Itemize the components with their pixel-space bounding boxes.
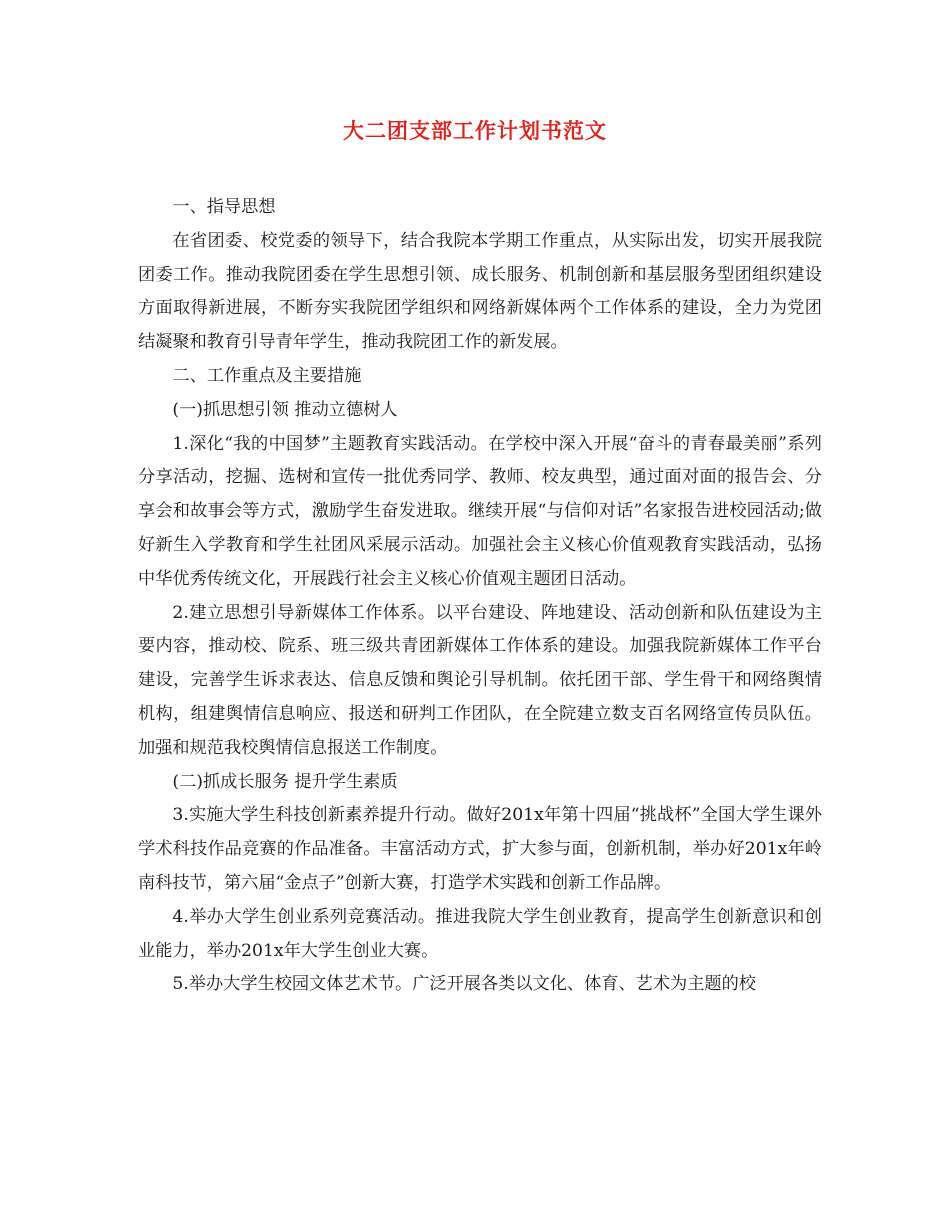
- paragraph-guiding-ideology: 在省团委、校党委的领导下，结合我院本学期工作重点，从实际出发，切实开展我院团委工作。推动我院团委在学生思想引领、成长服务、机制创新和基层服务型团组织建设方面取得新进展，不断夯实我院团学组织和网络新媒体两个工作体系的建设，全力为党团结凝聚和教育引导青年学生，推动我院团工作的新发展。: [138, 230, 822, 353]
- subsection-heading-ideological-guidance: (一)抓思想引领 推动立德树人: [172, 399, 398, 420]
- paragraph-item-4: 4.举办大学生创业系列竞赛活动。推进我院大学生创业教育，提高学生创新意识和创业能力，举办201x年大学生创业大赛。: [138, 906, 822, 961]
- document-title: 大二团支部工作计划书范文: [343, 118, 607, 143]
- paragraph-item-3: 3.实施大学生科技创新素养提升行动。做好201x年第十四届“挑战杯”全国大学生课外学术科技作品竞赛的作品准备。丰富活动方式，扩大参与面，创新机制，举办好201x年岭南科技节，第六届“金点子”创新大赛，打造学术实践和创新工作品牌。: [138, 805, 822, 893]
- document-body: [138, 191, 822, 1002]
- paragraph-item-2: 2.建立思想引导新媒体工作体系。以平台建设、阵地建设、活动创新和队伍建设为主要内容，推动校、院系、班三级共青团新媒体工作体系的建设。加强我院新媒体工作平台建设，完善学生诉求表达、信息反馈和舆论引导机制。依托团干部、学生骨干和网络舆情机构，组建舆情信息响应、报送和研判工作团队，在全院建立数支百名网络宣传员队伍。加强和规范我校舆情信息报送工作制度。: [138, 602, 822, 758]
- paragraph-item-1: 1.深化“我的中国梦”主题教育实践活动。在学校中深入开展“奋斗的青春最美丽”系列分享活动，挖掘、选树和宣传一批优秀同学、教师、校友典型，通过面对面的报告会、分享会和故事会等方式，激励学生奋发进取。继续开展“与信仰对话”名家报告进校园活动;做好新生入学教育和学生社团风采展示活动。加强社会主义核心价值观教育实践活动，弘扬中华优秀传统文化，开展践行社会主义核心价值观主题团日活动。: [138, 433, 822, 589]
- section-heading-guiding-ideology: 一、指导思想: [172, 197, 276, 217]
- subsection-heading-growth-service: (二)抓成长服务 提升学生素质: [172, 771, 398, 792]
- paragraph-item-5: 5.举办大学生校园文体艺术节。广泛开展各类以文化、体育、艺术为主题的校: [172, 974, 756, 995]
- section-heading-work-focus: 二、工作重点及主要措施: [172, 365, 362, 386]
